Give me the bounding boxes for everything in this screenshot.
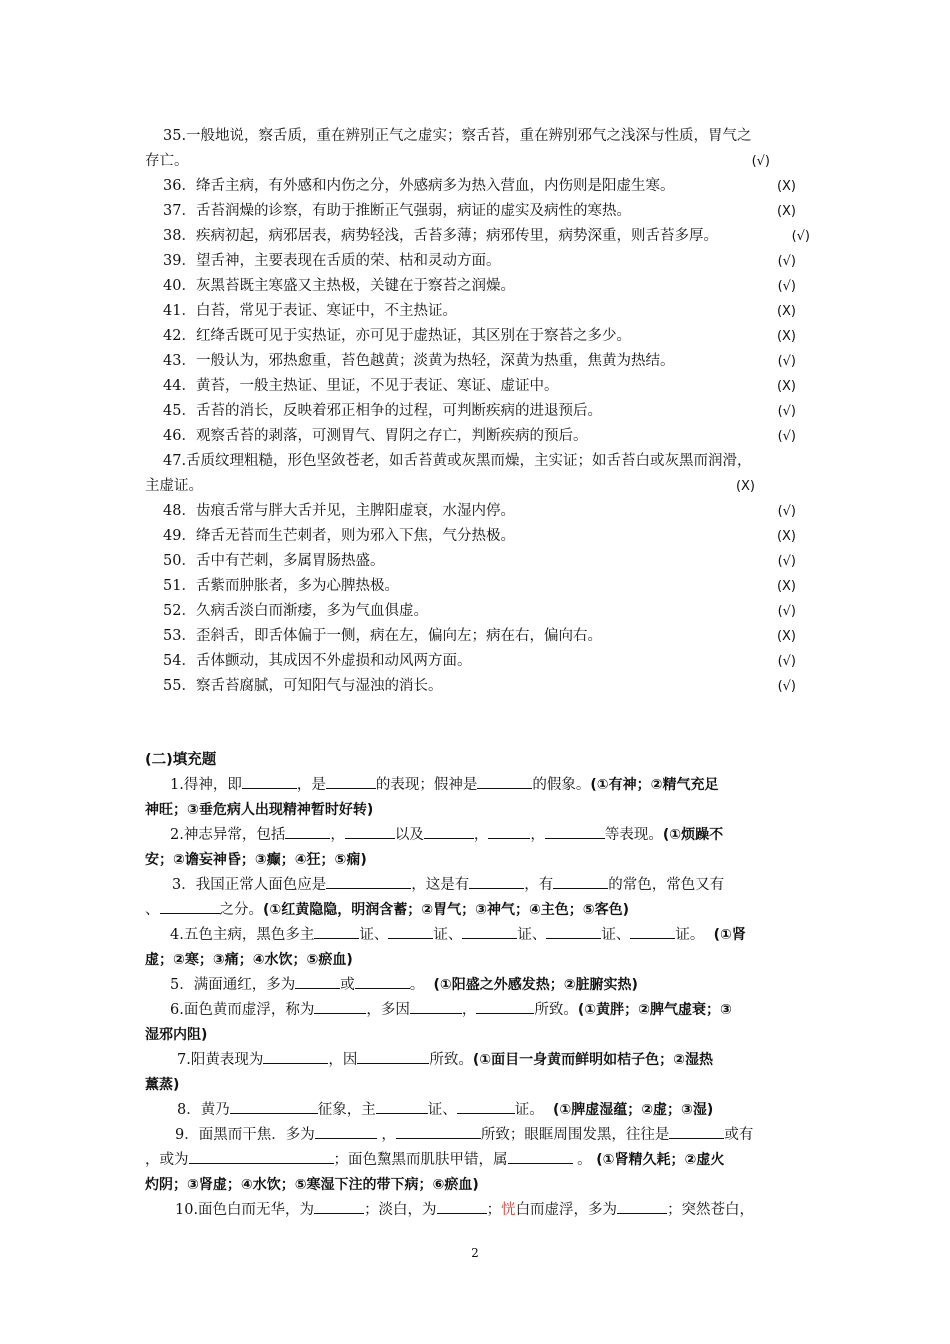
tf-item-35-cont <box>145 149 810 174</box>
tf-item-35 <box>145 124 810 149</box>
tf-item-41 <box>145 299 810 324</box>
tf-statement: 38．疾病初起，病邪居表，病势轻浅，舌苔多薄；病邪传里，病势深重，则舌苔多厚。 <box>163 228 718 244</box>
blank <box>357 1048 429 1064</box>
blank <box>462 923 517 939</box>
tf-statement: 主虚证。 <box>145 478 203 494</box>
tf-answer-mark: (√) <box>777 654 796 669</box>
blank <box>242 773 297 789</box>
tf-item-40 <box>145 274 810 299</box>
tf-statement: 41．白苔，常见于表证、寒证中，不主热证。 <box>163 303 457 319</box>
tf-answer-mark: (√) <box>777 679 796 694</box>
tf-statement: 43．一般认为，邪热愈重，苔色越黄；淡黄为热轻，深黄为热重，焦黄为热结。 <box>163 353 675 369</box>
answer-key: (①阳盛之外感发热；②脏腑实热) <box>433 977 638 993</box>
fill-q5: 5．满面通红，多为 或 。 (①阳盛之外感发热；②脏腑实热) <box>145 973 810 998</box>
answer-key: (①红黄隐隐，明润含蓄；②胃气；③神气；④主色；⑤客色) <box>263 902 630 918</box>
tf-statement: 46．观察舌苔的剥落，可测胃气、胃阴之存亡，判断疾病的预后。 <box>163 428 588 444</box>
tf-statement: 54．舌体颤动，其成因不外虚损和动风两方面。 <box>163 653 472 669</box>
tf-answer-mark: (√) <box>777 404 796 419</box>
answer-key: (①肾 <box>713 927 746 943</box>
tf-answer-mark: (X) <box>776 579 796 594</box>
tf-item-43 <box>145 349 810 374</box>
answer-key: (①烦躁不 <box>662 827 724 843</box>
tf-answer-mark: (X) <box>776 179 796 194</box>
tf-answer-mark: (X) <box>776 629 796 644</box>
tf-answer-mark: (√) <box>777 254 796 269</box>
fill-q9-cont2 <box>145 1173 810 1198</box>
fill-q3: 3．我国正常人面色应是 ，这是有 ，有 的常色，常色又有 <box>145 873 810 898</box>
answer-key: (①黄胖；②脾气虚衰；③ <box>577 1002 732 1018</box>
tf-item-39 <box>145 249 810 274</box>
tf-item-38 <box>145 224 810 249</box>
fill-q2: 2.神志异常，包括 ， 以及 ， ， 等表现。(①烦躁不 <box>145 823 810 848</box>
blank <box>546 923 601 939</box>
blank <box>295 973 340 989</box>
blank <box>326 773 376 789</box>
blank <box>326 873 411 889</box>
answer-key: (①面目一身黄而鲜明如桔子色；②湿热 <box>472 1052 713 1068</box>
tf-answer-mark: (X) <box>776 204 796 219</box>
tf-statement: 45．舌苔的消长，反映着邪正相争的过程，可判断疾病的进退预后。 <box>163 403 602 419</box>
blank <box>388 923 433 939</box>
tf-item-49 <box>145 524 810 549</box>
tf-statement: 42．红绛舌既可见于实热证，亦可见于虚热证，其区别在于察苔之多少。 <box>163 328 631 344</box>
tf-item-44 <box>145 374 810 399</box>
fill-q10: 10.面色白而无华，为 ；淡白，为 ；恍白而虚浮，多为 ；突然苍白， <box>145 1198 810 1223</box>
tf-answer-mark: (X) <box>776 529 796 544</box>
tf-item-47 <box>145 449 810 474</box>
tf-answer-mark: (√) <box>777 429 796 444</box>
tf-statement: 53．歪斜舌，即舌体偏于一侧，病在左，偏向左；病在右，偏向右。 <box>163 628 602 644</box>
blank <box>314 998 366 1014</box>
blank <box>476 998 534 1014</box>
blank <box>545 823 605 839</box>
fill-q6: 6.面色黄而虚浮，称为 ，多因 ， 所致。(①黄胖；②脾气虚衰；③ <box>145 998 810 1023</box>
answer-key: 安；②谵妄神昏；③癫；④狂；⑤痫) <box>145 852 367 868</box>
blank <box>314 923 359 939</box>
blank <box>189 1148 334 1164</box>
fill-in-section <box>145 748 810 1223</box>
tf-item-51 <box>145 574 810 599</box>
blank <box>553 873 608 889</box>
tf-statement: 55．察舌苔腐腻，可知阳气与湿浊的消长。 <box>163 678 443 694</box>
fill-q8: 8．黄乃 征象，主 证、 证。 (①脾虚湿蕴；②虚；③湿) <box>145 1098 810 1123</box>
tf-item-50 <box>145 549 810 574</box>
fill-q7-cont <box>145 1073 810 1098</box>
blank <box>355 973 410 989</box>
fill-q7: 7.阳黄表现为 ，因 所致。(①面目一身黄而鲜明如桔子色；②湿热 <box>145 1048 810 1073</box>
section-title: (二)填充题 <box>145 752 217 768</box>
tf-item-46 <box>145 424 810 449</box>
tf-statement: 37．舌苔润燥的诊察，有助于推断正气强弱，病证的虚实及病性的寒热。 <box>163 203 631 219</box>
fill-q9-cont: ，或为 ；面色黧黑而肌肤甲错，属 。 (①肾精久耗；②虚火 <box>145 1148 810 1173</box>
tf-statement: 40．灰黑苔既主寒盛又主热极，关键在于察苔之润燥。 <box>163 278 515 294</box>
tf-statement: 48．齿痕舌常与胖大舌并见，主脾阳虚衰，水湿内停。 <box>163 503 515 519</box>
fill-q4-cont <box>145 948 810 973</box>
tf-item-36 <box>145 174 810 199</box>
blank <box>437 1198 487 1214</box>
blank <box>477 773 532 789</box>
tf-answer-mark: (√) <box>777 504 796 519</box>
tf-item-54 <box>145 649 810 674</box>
blank <box>410 998 462 1014</box>
answer-key: (①肾精久耗；②虚火 <box>596 1152 725 1168</box>
blank <box>488 823 530 839</box>
tf-item-55 <box>145 674 810 699</box>
tf-statement: 52．久病舌淡白而渐痿，多为气血俱虚。 <box>163 603 428 619</box>
tf-item-37 <box>145 199 810 224</box>
tf-statement: 49．绛舌无苔而生芒刺者，则为邪入下焦，气分热极。 <box>163 528 515 544</box>
blank <box>285 823 330 839</box>
answer-key: 神旺；③垂危病人出现精神暂时好转) <box>145 802 374 818</box>
tf-item-53 <box>145 624 810 649</box>
blank <box>263 1048 328 1064</box>
answer-key: 灼阴；③肾虚；④水饮；⑤寒湿下注的带下病；⑥瘀血) <box>145 1177 479 1193</box>
blank <box>230 1098 318 1114</box>
fill-q3-cont: 、 之分。(①红黄隐隐，明润含蓄；②胃气；③神气；④主色；⑤客色) <box>145 898 810 923</box>
highlighted-char: 恍 <box>501 1202 516 1218</box>
tf-statement: 35.一般地说，察舌质，重在辨别正气之虚实；察舌苔，重在辨别邪气之浅深与性质，胃气之 <box>163 128 752 144</box>
fill-q1-cont <box>145 798 810 823</box>
fill-q4: 4.五色主病，黑色多主 证、 证、 证、 证、 证。 (①肾 <box>145 923 810 948</box>
tf-item-52 <box>145 599 810 624</box>
tf-item-45 <box>145 399 810 424</box>
tf-answer-mark: (√) <box>777 604 796 619</box>
answer-key: (①有神；②精气充足 <box>590 777 719 793</box>
tf-answer-mark: (X) <box>776 329 796 344</box>
blank <box>630 923 675 939</box>
fill-q1: 1.得神，即 ，是 的表现；假神是 的假象。(①有神；②精气充足 <box>145 773 810 798</box>
blank <box>424 823 474 839</box>
fill-q9: 9．面黑而干焦．多为 ， 所致；眼眶周围发黑，往往是 或有 <box>145 1123 810 1148</box>
blank <box>469 873 524 889</box>
blank <box>376 1098 428 1114</box>
answer-key: 湿邪内阻) <box>145 1027 208 1043</box>
fill-q6-cont <box>145 1023 810 1048</box>
answer-key: 薰蒸) <box>145 1077 180 1093</box>
fill-q2-cont <box>145 848 810 873</box>
tf-item-47-cont <box>145 474 810 499</box>
blank <box>345 823 395 839</box>
tf-answer-mark: (√) <box>777 279 796 294</box>
blank <box>617 1198 667 1214</box>
blank <box>315 1123 377 1139</box>
tf-answer-mark: (√) <box>791 229 810 244</box>
tf-answer-mark: (√) <box>777 354 796 369</box>
blank <box>314 1198 364 1214</box>
tf-statement: 存亡。 <box>145 153 189 169</box>
tf-answer-mark: (X) <box>735 479 755 494</box>
answer-key: (①脾虚湿蕴；②虚；③湿) <box>552 1102 714 1118</box>
tf-statement: 51．舌紫而肿胀者，多为心脾热极。 <box>163 578 399 594</box>
true-false-list <box>145 124 810 699</box>
page-number: 2 <box>471 1246 479 1260</box>
tf-answer-mark: (√) <box>751 154 770 169</box>
tf-answer-mark: (X) <box>776 304 796 319</box>
tf-answer-mark: (X) <box>776 379 796 394</box>
blank <box>457 1098 515 1114</box>
tf-statement: 47.舌质纹理粗糙，形色坚敛苍老，如舌苔黄或灰黑而燥，主实证；如舌苔白或灰黑而润滑， <box>163 453 752 469</box>
blank <box>160 898 220 914</box>
tf-statement: 44．黄苔，一般主热证、里证，不见于表证、寒证、虚证中。 <box>163 378 559 394</box>
tf-statement: 50．舌中有芒刺，多属胃肠热盛。 <box>163 553 385 569</box>
tf-item-42 <box>145 324 810 349</box>
tf-item-48 <box>145 499 810 524</box>
tf-statement: 39．望舌神，主要表现在舌质的荣、枯和灵动方面。 <box>163 253 501 269</box>
tf-statement: 36．绛舌主病，有外感和内伤之分，外感病多为热入营血，内伤则是阳虚生寒。 <box>163 178 675 194</box>
tf-answer-mark: (√) <box>777 554 796 569</box>
blank <box>669 1123 724 1139</box>
blank <box>396 1123 481 1139</box>
answer-key: 虚；②寒；③痛；④水饮；⑤瘀血) <box>145 952 353 968</box>
blank <box>508 1148 573 1164</box>
